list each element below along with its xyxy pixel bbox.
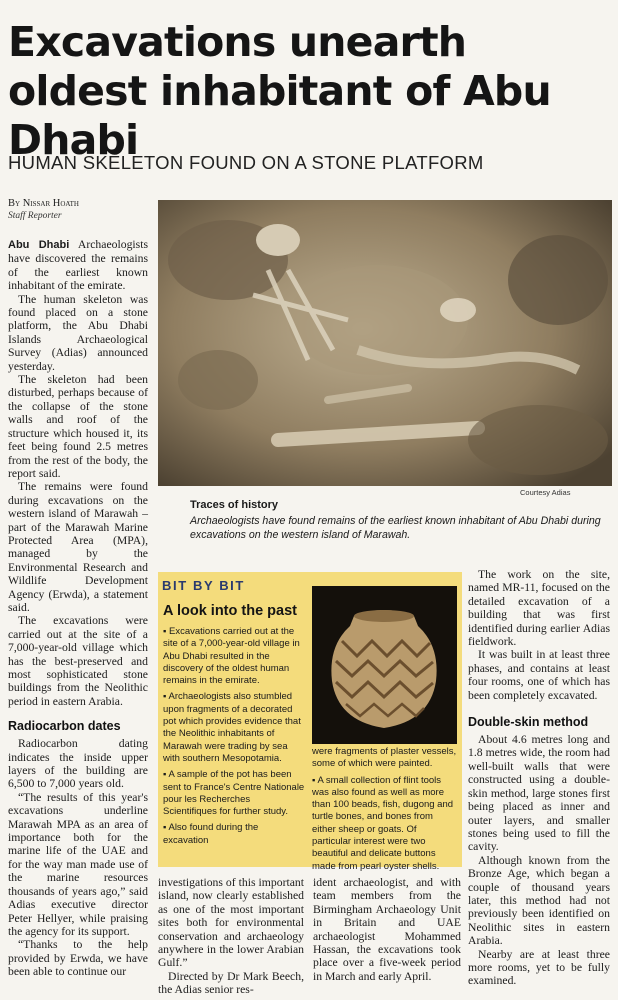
bullet-item: ▪ A sample of the pot has been sent to France's Centre Nationale pour les Recherches Scientifiques for further study. [163,769,305,818]
byline-prefix: By [8,198,21,209]
paragraph: The skeleton had been disturbed, perhaps because of the collapse of the stone walls and roof of the structure which housed it, its feet being found 2.5 metres from the rest of the body, the report said. [8,373,148,480]
sidebar-kicker: BIT BY BIT [162,578,245,593]
article-column-3 [313,876,461,983]
byline [8,198,79,209]
subheadline: HUMAN SKELETON FOUND ON A STONE PLATFORM [8,152,484,173]
paragraph: ident archaeologist, and with team members from the Birmingham Archaeology Unit in Britain and UAE archaeologist Mohammed Hassan, the excavations took place over a five-week period in March and early April. [313,876,461,983]
bullet-text: Excavations carried out at the site of a 7,000-year-old village in Abu Dhabi resulted in the discovery of the oldest human remains in the emirate. [163,626,300,687]
bullet-item: ▪ Archaeologists also stumbled upon fragments of a decorated pot which provides evidence that the Neolithic inhabitants of Marawah were trading by sea with southern Mesopotamia. [163,691,301,764]
bullet-item: ▪ Excavations carried out at the site of a 7,000-year-old village in Abu Dhabi resulted in the discovery of the oldest human remains in the emirate. [163,626,300,687]
section-heading: Double-skin method [468,715,589,730]
bullet-text: Archaeologists also stumbled upon fragments of a decorated pot which provides evidence that the Neolithic inhabitants of Marawah were trading by sea with southern Mesopotamia. [163,691,301,764]
paragraph: Radiocarbon dating indicates the inside upper layers of the building are 6,500 to 7,000 years old. [8,737,148,791]
sidebar-continuation: were fragments of plaster vessels, some of which were painted. [312,746,457,770]
paragraph: It was built in at least three phases, and contains at least four rooms, one of which has been completely excavated. [468,648,610,702]
paragraph: “The results of this year's excavations underline Marawah MPA as an area of importance both for the marine life of the UAE and for the way man made use of the marine resources thousands of years ago,” said Adias executive director Peter Hellyer, while praising the agency for its support. [8,790,148,938]
caption-title: Traces of history [190,499,279,511]
bullet-text: Also found during the excavation [163,822,259,846]
paragraph-text: Archaeologists have discovered the remains of the earliest known inhabitant of the emirate. [8,238,149,293]
bullet-item: ▪ Also found during the excavation [163,822,259,846]
article-column-2 [158,876,304,997]
paragraph: About 4.6 metres long and 1.8 metres wide, the room had well-built walls that were constructed using a double-skin method, large stones first being placed as inner and outer layers, and smaller stones being used to fill the cavity. [468,733,610,854]
sidebar-right-list [312,746,458,877]
bullet-item: ▪ A small collection of flint tools was also found as well as more than 100 beads, fish, dugong and turtle bones, and bones from either sheep or goats. Of particular interest were two beautiful and delicate buttons made from pearl oyster shells. [312,774,454,872]
paragraph: Nearby are at least three more rooms, yet to be fully examined. [468,947,610,988]
paragraph: The work on the site, named MR-11, focused on the detailed excavation of a building that was first identified during earlier Adias fieldwork. [468,568,610,649]
photo-credit: Courtesy Adias [520,488,571,497]
section-heading: Radiocarbon dates [8,719,121,734]
headline: Excavations unearth oldest inhabitant of Abu Dhabi [8,18,551,164]
paragraph: The remains were found during excavations on the western island of Marawah – part of the Marawah Marine Protected Area (MPA), managed by the Environmental Research and Wildlife Development Agency (Erwda), a statement said. [8,480,148,614]
bullet-text: A sample of the pot has been sent to France's Centre Nationale pour les Recherches Scientifiques for further study. [163,769,305,818]
pot-photo [312,586,457,744]
paragraph [8,238,148,293]
byline-name: Nissar Hoath [22,198,79,209]
decorated-pot-image [312,586,457,744]
article-column-4 [468,568,610,988]
caption-text: Archaeologists have found remains of the earliest known inhabitant of Abu Dhabi during excavations on the western island of Marawah. [190,515,601,541]
skeleton-photo [158,200,612,486]
byline-role: Staff Reporter [8,211,62,221]
paragraph: Although known from the Bronze Age, which began a couple of thousand years later, this method had not previously been identified on Neolithic sites in eastern Arabia. [468,853,610,948]
paragraph: investigations of this important island, now clearly established as one of the most important sites both for environmental conservation and archaeology anywhere in the lower Arabian Gulf.” [158,876,304,970]
bullet-text: A small collection of flint tools was also found as well as more than 100 beads, fish, dugong and turtle bones, and bones from either sheep or goats. Of particular interest were two beautiful and delicate buttons made from pearl oyster shells. [312,774,454,872]
paragraph: The human skeleton was found placed on a stone platform, the Abu Dhabi Islands Archaeological Survey (Adias) announced yesterday. [8,292,148,373]
sidebar-left-list [163,626,306,851]
paragraph: The excavations were carried out at the site of a 7,000-year-old village which has the best-preserved and most sophisticated stone buildings from the Neolithic period in eastern Arabia. [8,614,148,708]
article-column-1 [8,238,148,979]
paragraph: “Thanks to the help provided by Erwda, we have been able to continue our [8,938,148,979]
sidebar-title: A look into the past [163,603,297,619]
paragraph: Directed by Dr Mark Beech, the Adias senior res- [158,969,304,997]
dateline: Abu Dhabi [8,239,70,251]
excavation-image [158,200,612,486]
